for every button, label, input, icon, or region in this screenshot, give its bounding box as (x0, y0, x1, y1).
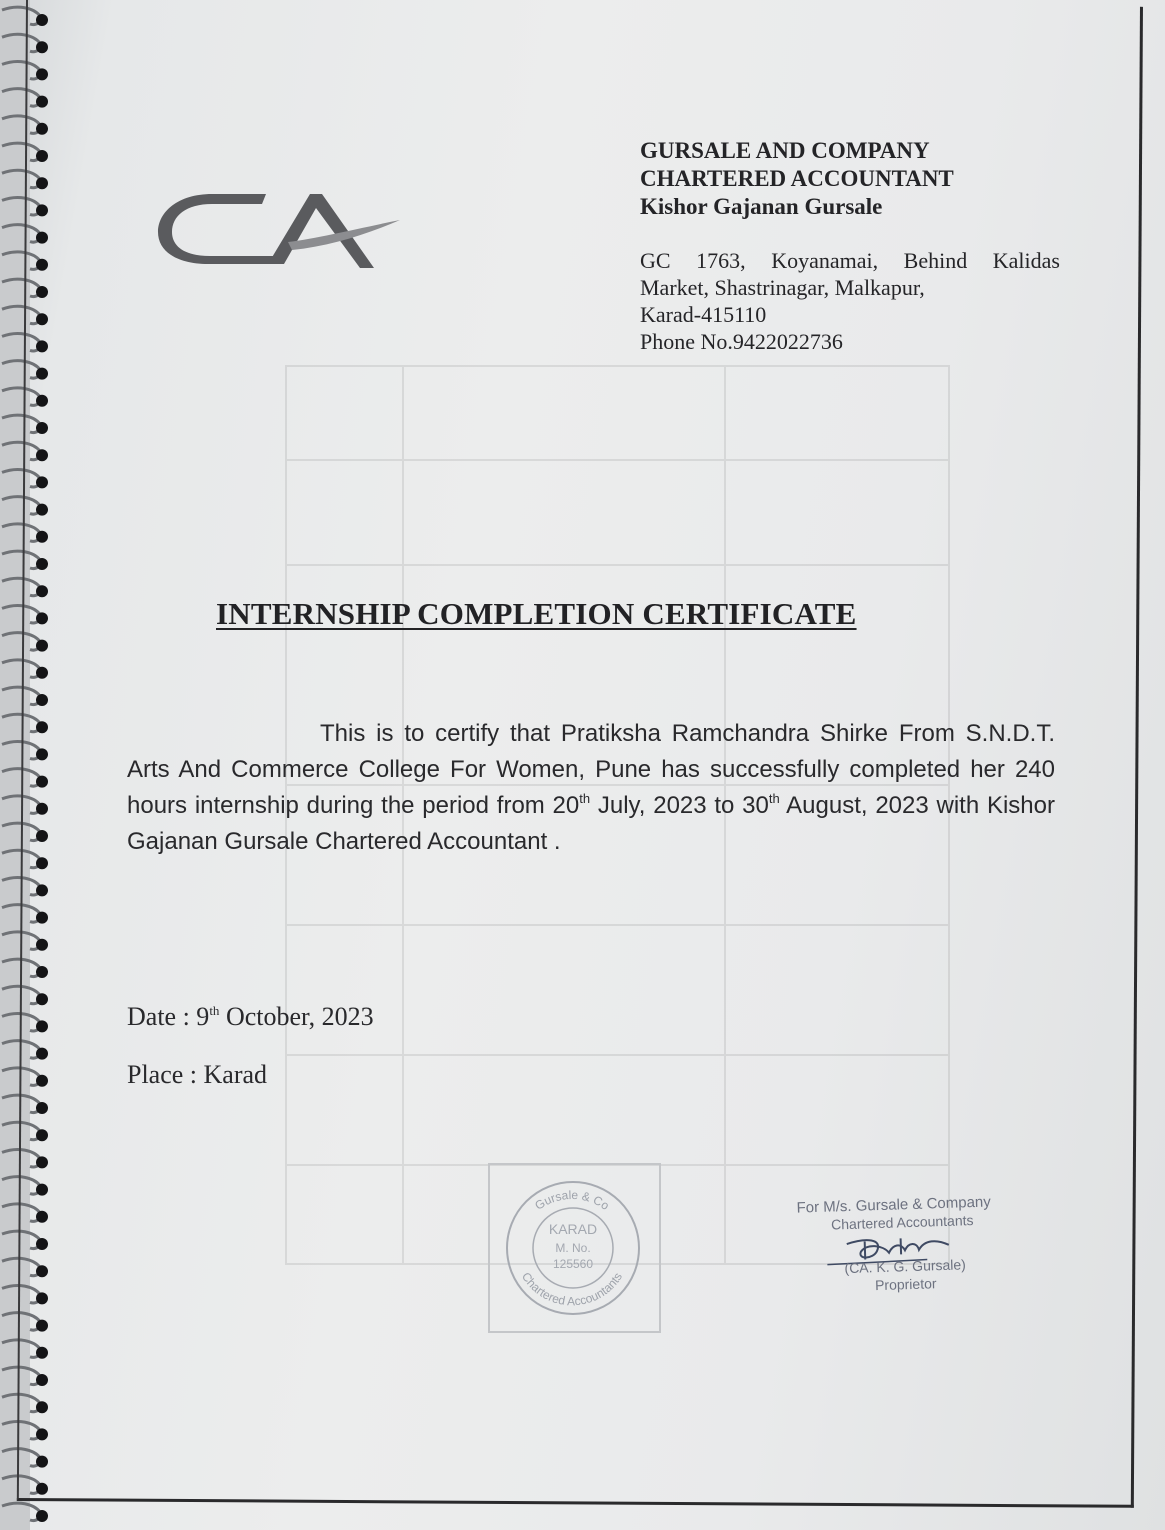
signature-title-line: Chartered Accountants (830, 1212, 974, 1233)
signatory-name: (CA. K. G. Gursale) (844, 1256, 967, 1277)
binding-hole (36, 1510, 48, 1522)
signature-for-line: For M/s. Gursale & Company (796, 1193, 992, 1217)
stamp-ring-top: Gursale & Co (532, 1187, 612, 1213)
address-line-3: Karad-415110 (640, 302, 767, 327)
certificate-body (127, 716, 1055, 860)
signature-block (790, 1192, 1033, 1309)
ca-logo (150, 180, 405, 280)
signatory-role: Proprietor (874, 1275, 937, 1294)
date-sup: th (209, 1003, 220, 1018)
issue-date (127, 1002, 374, 1032)
date-label: Date : 9 (127, 1002, 210, 1031)
date-rest: October, 2023 (219, 1002, 374, 1031)
certificate-title: INTERNSHIP COMPLETION CERTIFICATE (216, 596, 857, 631)
official-stamp (487, 1162, 662, 1334)
firm-name: GURSALE AND COMPANY (640, 138, 930, 163)
body-sup-2: th (768, 791, 780, 806)
body-sup-1: th (579, 791, 591, 806)
stamp-ring-bottom: Chartered Accountants (518, 1269, 626, 1309)
firm-address (640, 247, 1060, 355)
stamp-membership-no: 125560 (552, 1257, 594, 1271)
stamp-city: KARAD (548, 1221, 598, 1237)
issue-place: Place : Karad (127, 1060, 268, 1089)
address-line-2: Market, Shastrinagar, Malkapur, (640, 275, 925, 300)
phone-number: Phone No.9422022736 (640, 329, 843, 354)
address-line-1: GC 1763, Koyanamai, Behind Kalidas (640, 248, 1060, 273)
stamp-membership-label: M. No. (555, 1241, 591, 1255)
body-part-1: This is to certify that Pratiksha Ramchandra Shirke From S.N.D.T. Arts And Commerce College For Women, Pune has successfully completed her 240 hours internship during the period from 20 (127, 720, 1055, 819)
firm-profession: CHARTERED ACCOUNTANT (640, 166, 954, 191)
firm-proprietor: Kishor Gajanan Gursale (640, 194, 883, 219)
firm-header (640, 137, 1070, 221)
body-part-2: July, 2023 to 30 (590, 792, 769, 819)
body-part-3: August, 2023 with Kishor Gajanan Gursale Chartered Accountant . (127, 792, 1055, 855)
